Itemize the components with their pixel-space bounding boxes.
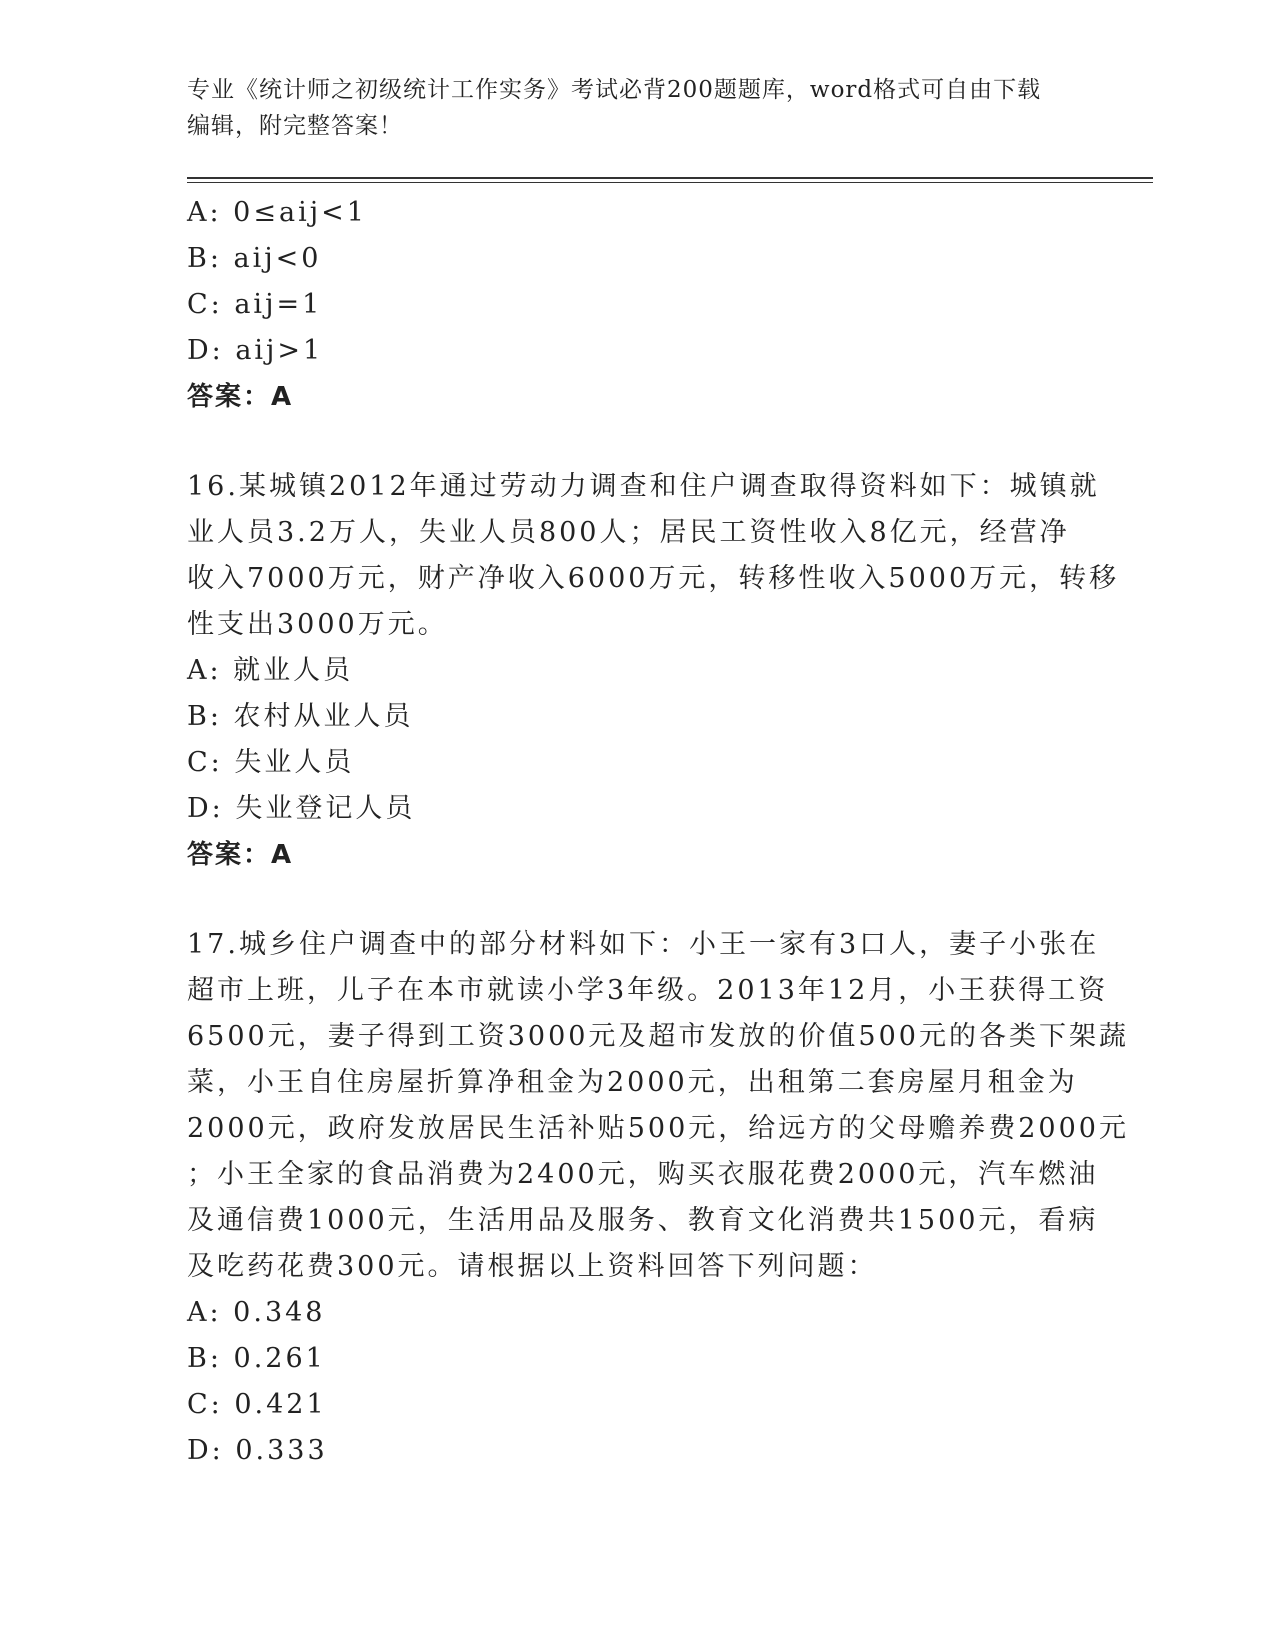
option-c: C: aij=1 xyxy=(187,289,323,320)
stem-line: 及吃药花费300元。请根据以上资料回答下列问题： xyxy=(187,1251,878,1282)
option-d: D: 失业登记人员 xyxy=(187,793,416,824)
question-spacer xyxy=(187,420,1087,464)
question-17-block xyxy=(187,922,1129,1474)
question-spacer xyxy=(187,878,1087,922)
header-divider-thin xyxy=(187,182,1153,183)
stem-line: 业人员3.2万人，失业人员800人；居民工资性收入8亿元，经营净 xyxy=(187,517,1070,548)
stem-line: 16.某城镇2012年通过劳动力调查和住户调查取得资料如下：城镇就 xyxy=(187,471,1100,502)
option-b: B: aij<0 xyxy=(187,243,322,274)
option-c: C: 失业人员 xyxy=(187,747,355,778)
question-stem xyxy=(187,464,1120,648)
option-b: B: 0.261 xyxy=(187,1343,326,1374)
option-b: B: 农村从业人员 xyxy=(187,701,414,732)
header-line-1: 专业《统计师之初级统计工作实务》考试必背200题题库，word格式可自由下载 xyxy=(187,77,1042,103)
answer-line: 答案：A xyxy=(187,840,294,870)
stem-line: 菜，小王自住房屋折算净租金为2000元，出租第二套房屋月租金为 xyxy=(187,1067,1078,1098)
header-divider-thick xyxy=(187,177,1153,179)
stem-line: ；小王全家的食品消费为2400元，购买衣服花费2000元，汽车燃油 xyxy=(187,1159,1099,1190)
question-stem xyxy=(187,922,1129,1290)
option-c: C: 0.421 xyxy=(187,1389,327,1420)
document-body xyxy=(187,190,1129,1474)
option-a: A: 0≤aij<1 xyxy=(187,197,367,228)
stem-line: 收入7000万元，财产净收入6000万元，转移性收入5000万元，转移 xyxy=(187,563,1120,594)
stem-line: 超市上班，儿子在本市就读小学3年级。2013年12月，小王获得工资 xyxy=(187,975,1109,1006)
stem-line: 2000元，政府发放居民生活补贴500元，给远方的父母赡养费2000元 xyxy=(187,1113,1129,1144)
option-a: A: 0.348 xyxy=(187,1297,326,1328)
stem-line: 性支出3000万元。 xyxy=(187,609,448,640)
option-d: D: 0.333 xyxy=(187,1435,328,1466)
header-line-2: 编辑，附完整答案！ xyxy=(187,113,403,139)
question-16-block xyxy=(187,464,1120,878)
option-a: A: 就业人员 xyxy=(187,655,354,686)
answer-line: 答案：A xyxy=(187,382,294,412)
question-15-block xyxy=(187,190,1087,420)
document-header xyxy=(187,72,1077,144)
stem-line: 17.城乡住户调查中的部分材料如下：小王一家有3口人，妻子小张在 xyxy=(187,929,1100,960)
stem-line: 6500元，妻子得到工资3000元及超市发放的价值500元的各类下架蔬 xyxy=(187,1021,1129,1052)
stem-line: 及通信费1000元，生活用品及服务、教育文化消费共1500元，看病 xyxy=(187,1205,1099,1236)
option-d: D: aij>1 xyxy=(187,335,324,366)
